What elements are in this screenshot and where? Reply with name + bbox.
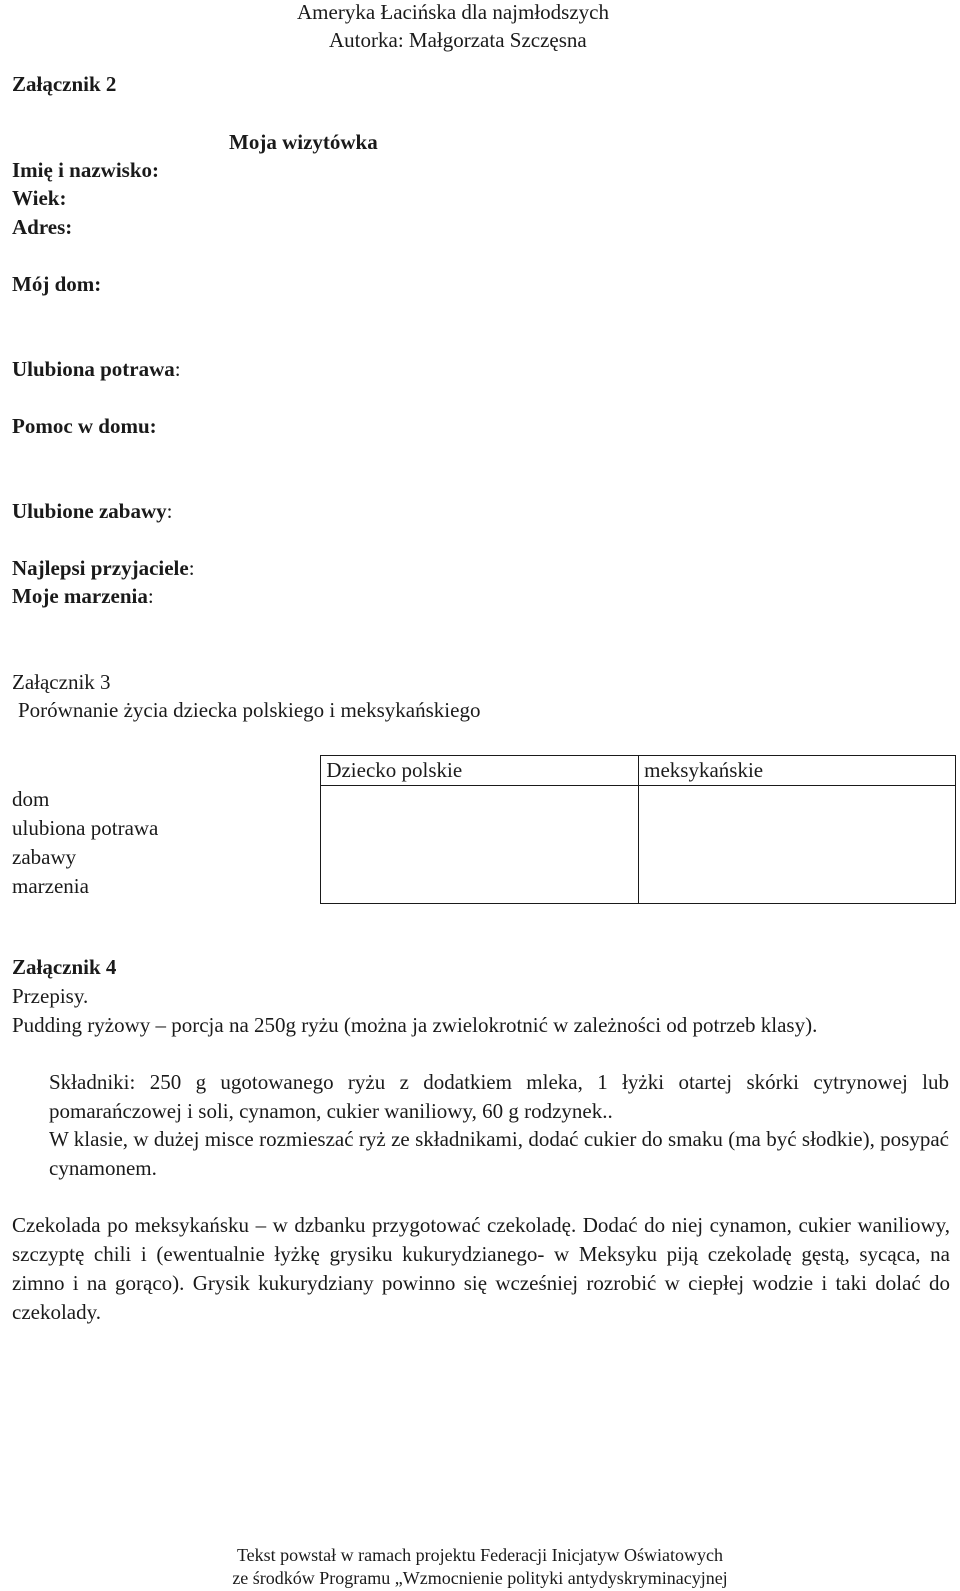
field-age: Wiek: xyxy=(12,186,67,210)
pudding-intro: Pudding ryżowy – porcja na 250g ryżu (można ja zwielokrotnić w zależności od potrzeb klasy). xyxy=(12,1013,818,1037)
comparison-title: Porównanie życia dziecka polskiego i meksykańskiego xyxy=(18,698,481,722)
field-friends: Najlepsi przyjaciele: xyxy=(12,556,195,580)
field-games: Ulubione zabawy: xyxy=(12,499,173,523)
zalacznik-4-label: Załącznik 4 xyxy=(12,955,117,979)
field-food-label: Ulubiona potrawa xyxy=(12,357,175,381)
field-home: Mój dom: xyxy=(12,272,102,296)
chocolate-recipe: Czekolada po meksykańsku – w dzbanku przygotować czekoladę. Dodać do niej cynamon, cukier waniliowy, szczyptę chili i (ewentualnie łyżkę grysiku kukurydzianego- w Meksyku piją czekoladę gęstą, sycąca, na zimno i na gorąco). Grysik kukurydziany powinno się wcześniej rozrobić w ciepłej wodzie i taki dolać do czekolady. xyxy=(12,1213,950,1324)
field-dreams: Moje marzenia: xyxy=(12,584,154,608)
col-header-polish: Dziecko polskie xyxy=(321,756,639,786)
zalacznik-2-label: Załącznik 2 xyxy=(12,72,117,96)
table-row-labels xyxy=(8,756,321,904)
field-dreams-label: Moje marzenia xyxy=(12,584,148,608)
field-help: Pomoc w domu: xyxy=(12,414,157,438)
footer-line-1: Tekst powstał w ramach projektu Federacji Inicjatyw Oświatowych xyxy=(236,1545,724,1565)
field-food: Ulubiona potrawa: xyxy=(12,357,181,381)
field-name: Imię i nazwisko: xyxy=(12,158,159,182)
col-header-mexican: meksykańskie xyxy=(639,756,956,786)
pudding-method: W klasie, w dużej misce rozmieszać ryż ze składnikami, dodać cukier do smaku (ma być słodkie), posypać cynamonem. xyxy=(49,1127,949,1180)
header-line-1: Ameryka Łacińska dla najmłodszych xyxy=(297,0,609,24)
table-header-row xyxy=(8,756,956,786)
field-friends-label: Najlepsi przyjaciele xyxy=(12,556,189,580)
row-label-food: ulubiona potrawa xyxy=(12,815,159,840)
field-games-label: Ulubione zabawy xyxy=(12,499,167,523)
business-card-title: Moja wizytówka xyxy=(229,130,378,154)
comparison-table xyxy=(8,755,956,904)
cell-polish xyxy=(321,786,639,904)
footer-line-2: ze środków Programu „Wzmocnienie polityki antydyskryminacyjnej xyxy=(232,1568,728,1588)
row-label-games: zabawy xyxy=(12,844,77,869)
row-label-dreams: marzenia xyxy=(12,873,89,898)
zalacznik-3-label: Załącznik 3 xyxy=(12,670,111,694)
cell-mexican xyxy=(639,786,956,904)
field-address: Adres: xyxy=(12,215,73,239)
pudding-ingredients: Składniki: 250 g ugotowanego ryżu z dodatkiem mleka, 1 łyżki otartej skórki cytrynowej lub pomarańczowej i soli, cynamon, cukier waniliowy, 60 g rodzynek.. xyxy=(49,1070,949,1123)
header-line-2: Autorka: Małgorzata Szczęsna xyxy=(329,28,587,52)
recipes-subtitle: Przepisy. xyxy=(12,984,89,1008)
row-label-home: dom xyxy=(12,786,50,811)
